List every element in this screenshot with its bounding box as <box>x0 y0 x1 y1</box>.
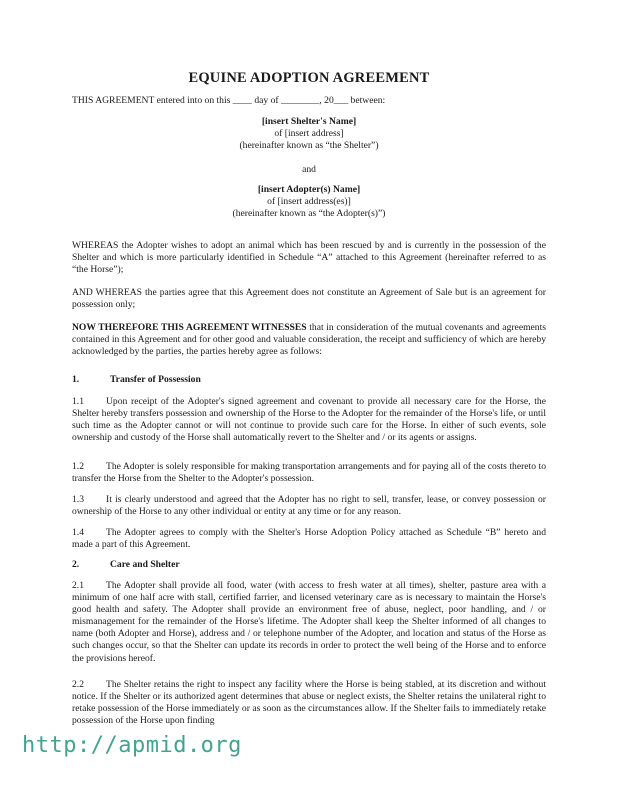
clause-text: Upon receipt of the Adopter's signed agreement and covenant to provide all necessary care for the Horse, the Shelter hereby transfers possession and ownership of the Horse to the Adopter for the remainder of the Horse's life, or until such time as the Adopter cannot or will not continue to provide such care for the Horse. In either of such events, sole ownership and custody of the Horse shall automatically revert to the Shelter and / or its agents or assigns. <box>72 396 546 444</box>
document-title: EQUINE ADOPTION AGREEMENT <box>188 70 430 86</box>
adopter-name: [insert Adopter(s) Name] <box>257 184 361 195</box>
section-1-title: Transfer of Possession <box>110 374 201 385</box>
watermark-url: http://apmid.org <box>22 733 242 758</box>
clause-2-1 <box>72 580 546 665</box>
adopter-known-as: (hereinafter known as “the Adopter(s)”) <box>232 208 386 220</box>
whereas-paragraph-1: WHEREAS the Adopter wishes to adopt an animal which has been rescued by and is currently in the possession of the Shelter and which is more particularly identified in Schedule “A” attached to this Agreement (hereinafter referred to as “the Horse”); <box>72 240 546 276</box>
section-2-number: 2. <box>72 559 80 570</box>
clause-number: 1.3 <box>72 494 84 505</box>
section-2-heading <box>72 559 180 570</box>
section-2-title: Care and Shelter <box>110 559 180 570</box>
clause-text: The Adopter is solely responsible for making transportation arrangements and for paying all of the costs thereto to transfer the Horse from the Shelter to the Adopter's possession. <box>72 461 546 485</box>
shelter-name: [insert Shelter's Name] <box>261 116 357 127</box>
party-shelter-block <box>0 116 618 152</box>
clause-1-2 <box>72 461 546 485</box>
clause-2-2 <box>72 679 546 727</box>
clause-number: 2.1 <box>72 580 84 591</box>
clause-number: 2.2 <box>72 679 84 690</box>
clause-text: The Shelter retains the right to inspect any facility where the Horse is being stabled, at its discretion and without notice. If the Shelter or its authorized agent determines that abuse or neglect exists, the Shelter retains the unilateral right to retake possession of the Horse immediately or as soon as the circumstances allow. If the Shelter fails to immediately retake possession of the Horse upon finding <box>72 679 546 727</box>
clause-text: The Adopter shall provide all food, water (with access to fresh water at all times), shelter, pasture area with a minimum of one half acre with stall, certified farrier, and licensed veterinary care as is necessary to maintain the Horse's good health and safety. The Adopter shall provide an environment free of abuse, neglect, poor handling, and / or mismanagement for the remainder of the Horse's lifetime. The Adopter shall keep the Shelter informed of all changes to name (both Adopter and Horse), address and / or telephone number of the Adopter, and location and status of the Horse as such changes occur, so that the Shelter can update its records in order to protect the well being of the Horse and to enforce the provisions hereof. <box>72 580 546 664</box>
shelter-known-as: (hereinafter known as “the Shelter”) <box>239 140 379 152</box>
now-therefore-body: that in consideration of the mutual covenants and agreements contained in this Agreement and for other good and valuable consideration, the receipt and sufficiency of which are hereby acknowledged by the parties, the parties hereby agree as follows: <box>72 322 546 358</box>
clause-number: 1.4 <box>72 527 84 538</box>
now-therefore-paragraph <box>72 322 546 358</box>
clause-1-4 <box>72 527 546 551</box>
clause-text: It is clearly understood and agreed that the Adopter has no right to sell, transfer, lease, or convey possession or ownership of the Horse to any other individual or entity at any time or for any reason. <box>72 494 546 518</box>
section-1-heading <box>72 374 201 385</box>
whereas-paragraph-2: AND WHEREAS the parties agree that this Agreement does not constitute an Agreement of Sale but is an agreement for possession only; <box>72 287 546 311</box>
now-therefore-lead: NOW THEREFORE THIS AGREEMENT WITNESSES <box>72 322 307 333</box>
clause-number: 1.1 <box>72 396 84 407</box>
section-1-number: 1. <box>72 374 80 385</box>
clause-number: 1.2 <box>72 461 84 472</box>
adopter-address: of [insert address(es)] <box>267 196 351 208</box>
intro-line: THIS AGREEMENT entered into on this ____ day of ________, 20___ between: <box>72 95 386 106</box>
shelter-address: of [insert address] <box>274 128 344 140</box>
clause-1-3 <box>72 494 546 518</box>
clause-text: The Adopter agrees to comply with the Shelter's Horse Adoption Policy attached as Schedule “B” hereto and made a part of this Agreement. <box>72 527 546 551</box>
clause-1-1 <box>72 396 546 444</box>
and-separator: and <box>302 164 316 175</box>
party-adopter-block <box>0 184 618 220</box>
